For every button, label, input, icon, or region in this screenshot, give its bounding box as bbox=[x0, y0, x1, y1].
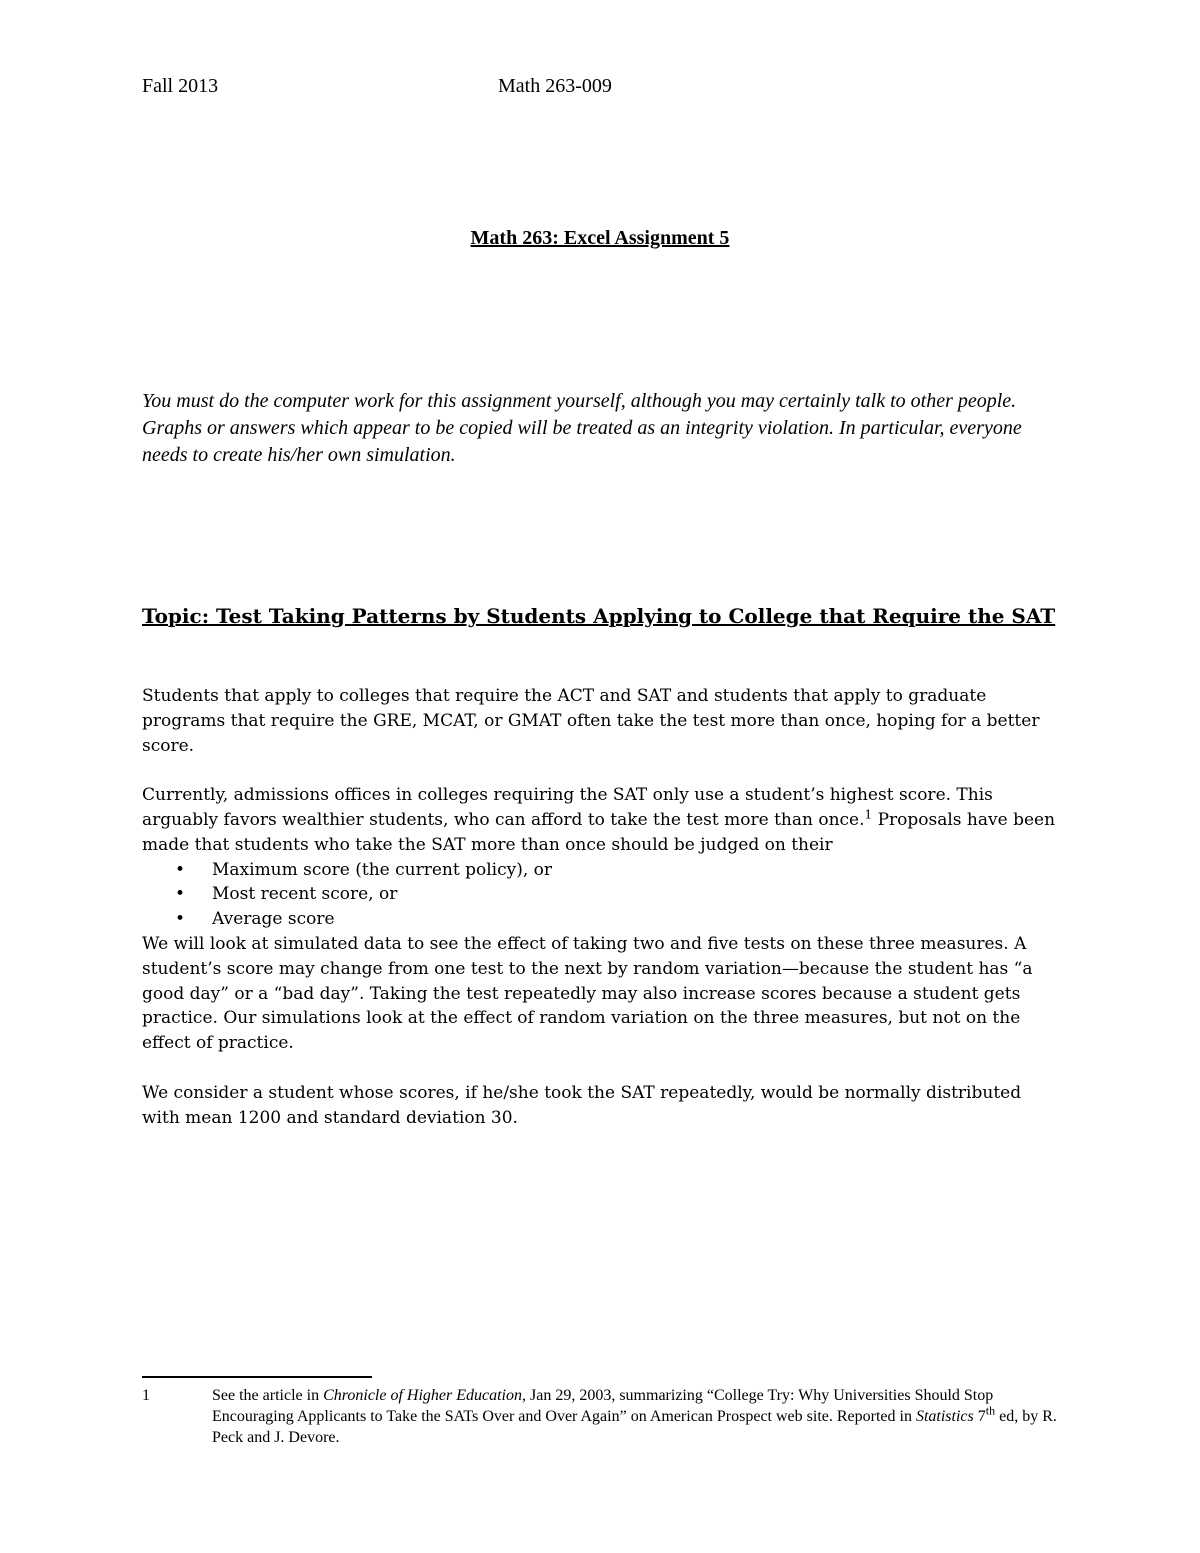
page-title: Math 263: Excel Assignment 5 bbox=[470, 227, 730, 249]
bullet-icon: • bbox=[175, 884, 186, 905]
paragraph-distribution: We consider a student whose scores, if he/she took the SAT repeatedly, would be normally distributed with mean 1200 and standard deviation 30. bbox=[142, 1082, 1022, 1128]
integrity-notice: You must do the computer work for this assignment yourself, although you may certainly talk to other people. Graphs or answers which appear to be copied will be treated as an integrity violation. In particular, everyone needs to create his/her own simulation. bbox=[142, 390, 1022, 466]
book-title: Statistics bbox=[915, 1408, 974, 1425]
bullet-icon: • bbox=[175, 909, 186, 930]
footnote-divider bbox=[142, 1376, 372, 1378]
list-item: • Average score bbox=[142, 907, 1062, 932]
list-item: • Most recent score, or bbox=[142, 882, 1062, 907]
paragraph-policy-text-cont: Proposals have been made that students who take the SAT more than once should be judged on their bbox=[142, 809, 1056, 855]
journal-title: Chronicle of Higher Education bbox=[323, 1387, 522, 1404]
header-term: Fall 2013 bbox=[142, 75, 219, 97]
body-text bbox=[142, 684, 1062, 1130]
footnote-number: 1 bbox=[142, 1387, 150, 1404]
footnote-text: See the article in Chronicle of Higher Education, Jan 29, 2003, summarizing “College Try: Why Universities Should Stop Encouraging Applicants to Take the SATs Over and Over Again” on American Prospect web site. Reported in Statistics 7th ed, by R. Peck and J. Devore. bbox=[212, 1387, 1057, 1446]
list-item: • Maximum score (the current policy), or bbox=[142, 858, 1062, 883]
footnote-reference[interactable]: 1 bbox=[864, 807, 873, 822]
bullet-icon: • bbox=[175, 859, 186, 880]
header-course: Math 263-009 bbox=[498, 75, 612, 97]
paragraph-policy bbox=[142, 783, 1062, 857]
topic-heading: Topic: Test Taking Patterns by Students Applying to College that Require the SAT bbox=[142, 604, 1056, 628]
footnote bbox=[142, 1385, 1062, 1448]
paragraph-intro: Students that apply to colleges that require the ACT and SAT and students that apply to graduate programs that require the GRE, MCAT, or GMAT often take the test more than once, hoping for a better score. bbox=[142, 686, 1040, 756]
paragraph-policy-text: Currently, admissions offices in colleges requiring the SAT only use a student’s highest score. This arguably favors wealthier students, who can afford to take the test more than once. bbox=[142, 785, 993, 830]
paragraph-simulation: We will look at simulated data to see the effect of taking two and five tests on these three measures. A student’s score may change from one test to the next by random variation—because the student has “a good day” or a “bad day”. Taking the test repeatedly may also increase scores because a student gets practice. Our simulations look at the effect of random variation on the three measures, but not on the effect of practice. bbox=[142, 933, 1033, 1054]
measure-list bbox=[142, 858, 1062, 932]
